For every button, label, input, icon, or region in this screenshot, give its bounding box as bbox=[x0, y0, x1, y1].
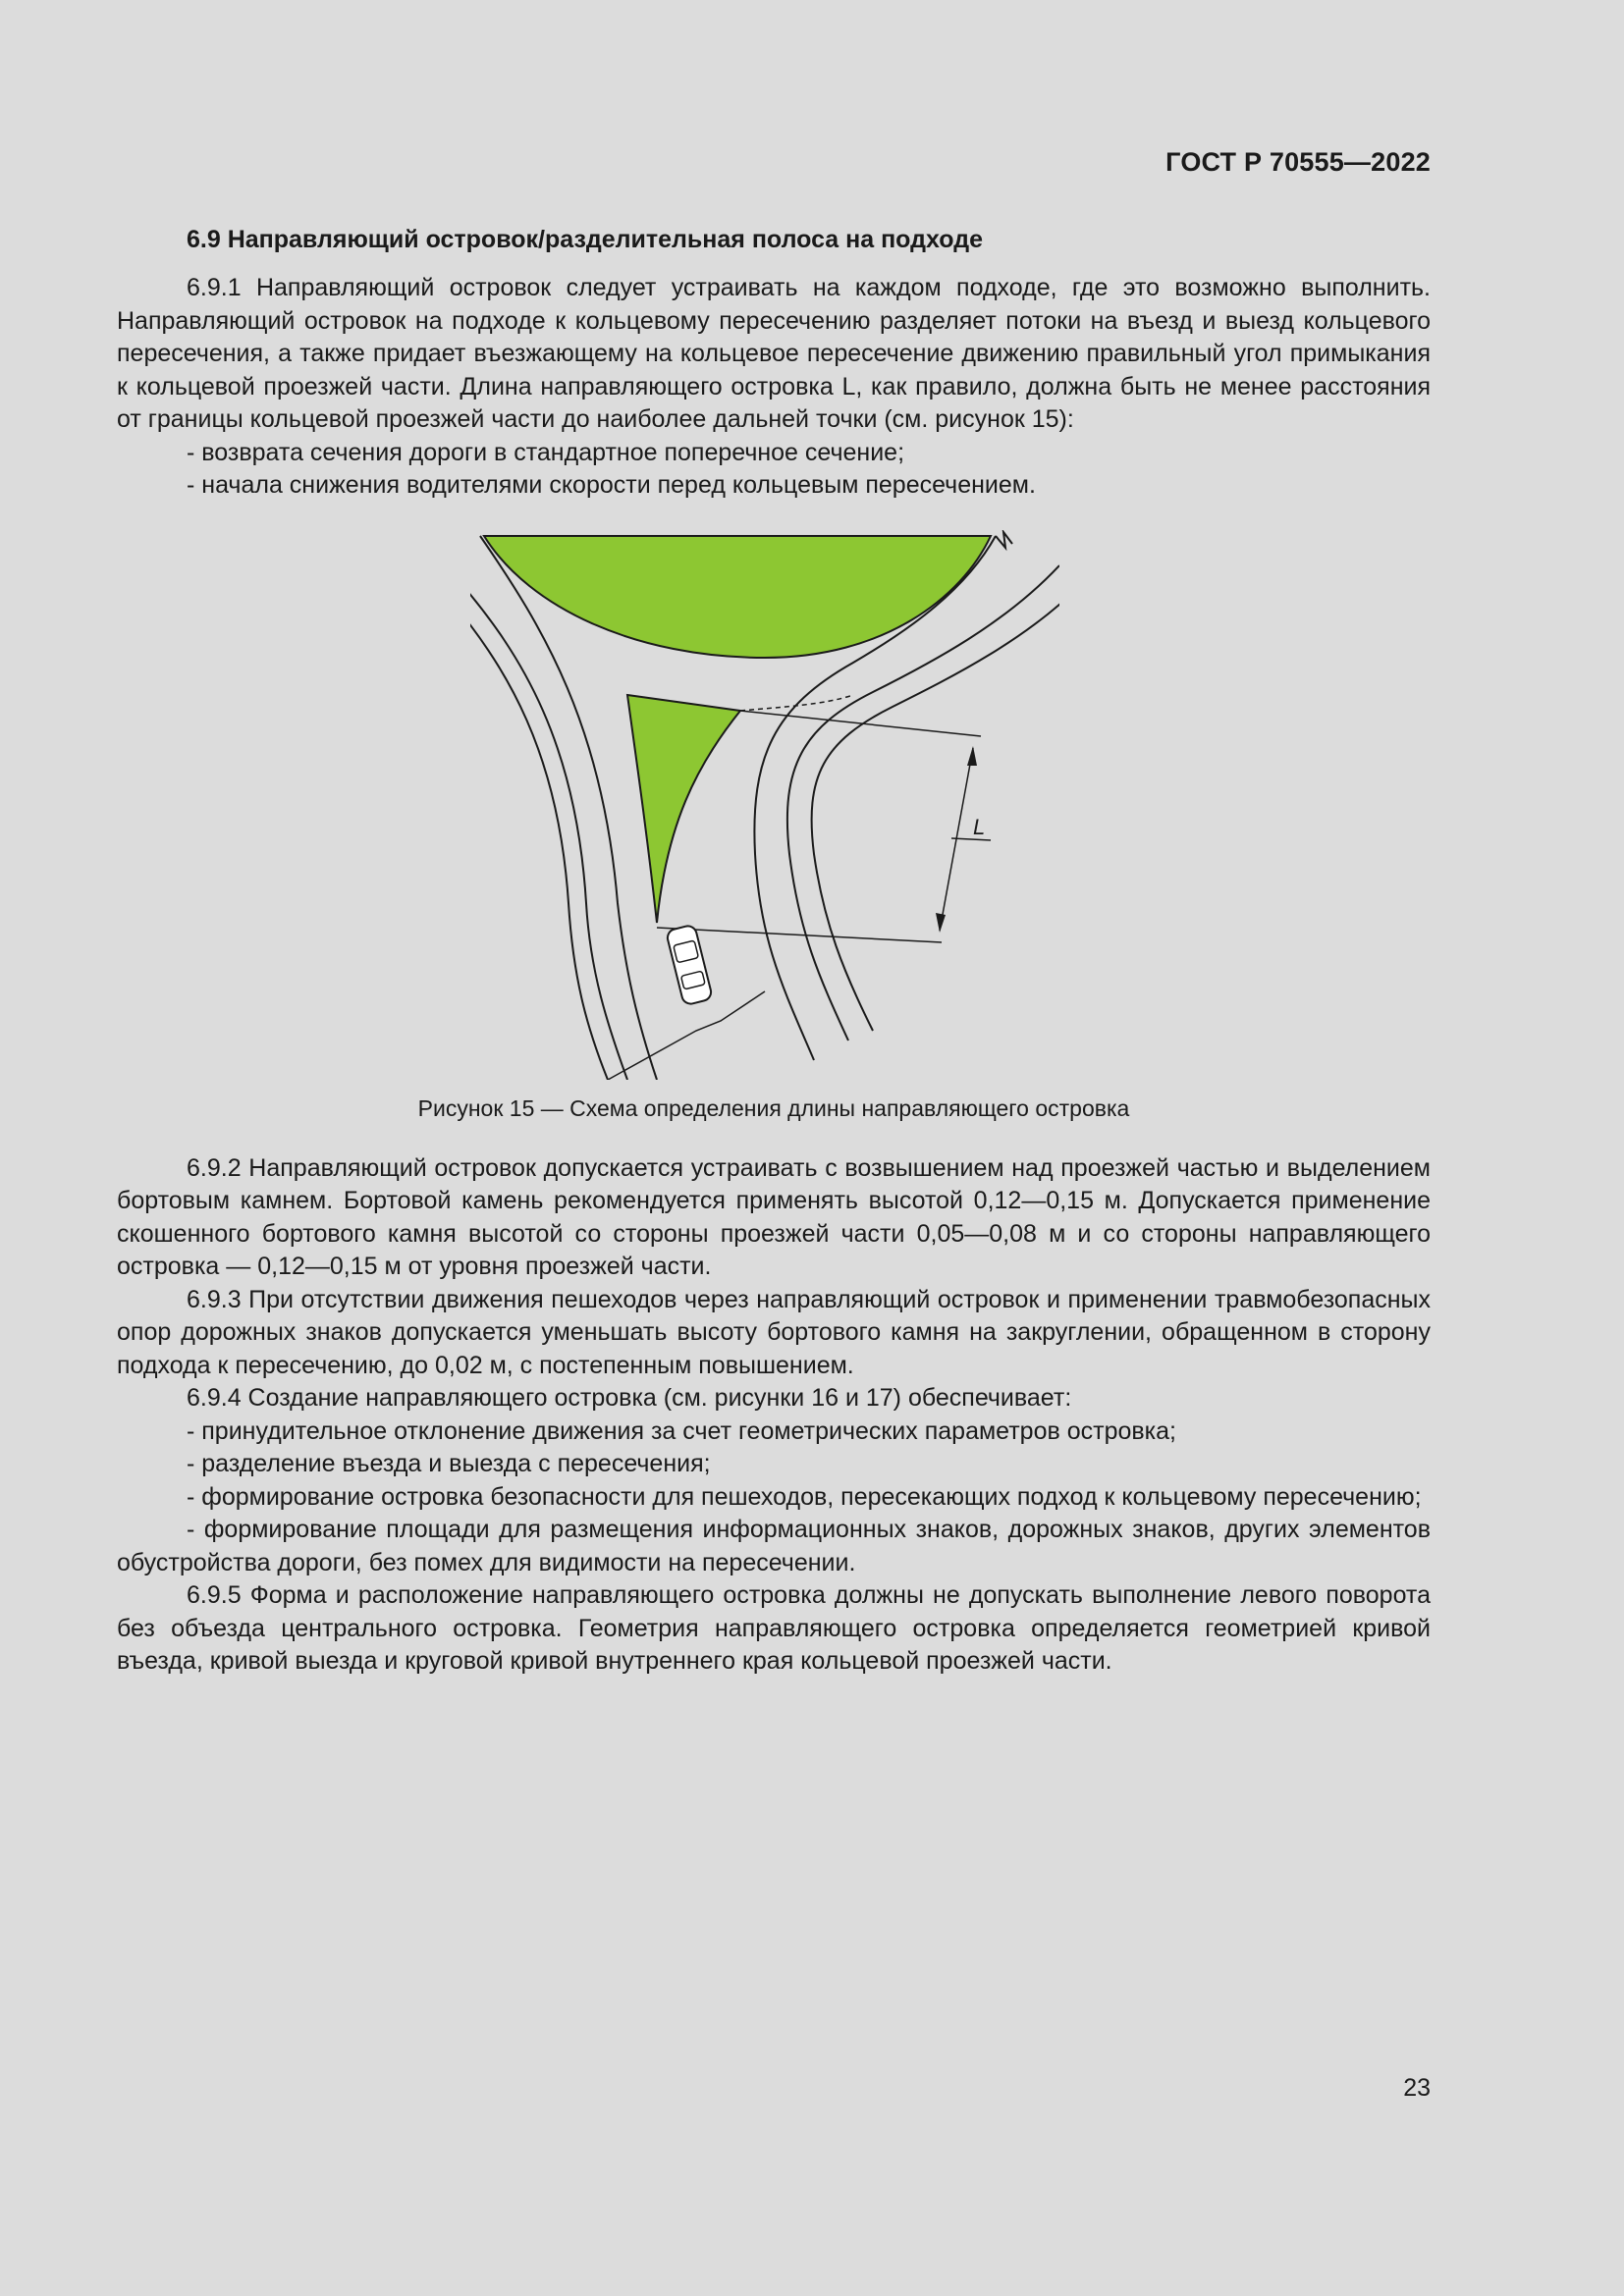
list-item: - возврата сечения дороги в стандартное поперечное сечение; bbox=[187, 438, 905, 466]
paragraph-6-9-3: 6.9.3 При отсутствии движения пешеходов через направляющий островок и применении травмобезопасных опор дорожных знаков допускается уменьшать высоту бортового камня на закруглении, обращенном в сторону подхода к пересечению, до 0,02 м, с постепенным повышением. bbox=[117, 1285, 1431, 1379]
break-mark-right bbox=[996, 532, 1012, 548]
list-item: - начала снижения водителями скорости перед кольцевым пересечением. bbox=[187, 471, 1036, 499]
document-code: ГОСТ Р 70555—2022 bbox=[1165, 147, 1431, 177]
section-heading: 6.9 Направляющий островок/разделительная полоса на подходе bbox=[187, 226, 983, 253]
list-item: - принудительное отклонение движения за счет геометрических параметров островка; bbox=[187, 1416, 1176, 1445]
paragraph-6-9-1: 6.9.1 Направляющий островок следует устраивать на каждом подходе, где это возможно выполнить. Направляющий островок на подходе к кольцевому пересечению разделяет потоки на въезд и выезд кольцевого пересечения, а также придает въезжающему на кольцевое пересечение движению правильный угол примыкания к кольцевой проезжей части. Длина направляющего островка L, как правило, должна быть не менее расстояния от границы кольцевой проезжей части до наиболее дальней точки (см. рисунок 15): bbox=[117, 274, 1431, 433]
page-number: 23 bbox=[1403, 2074, 1431, 2102]
label-L: L bbox=[973, 814, 986, 839]
paragraph-6-9-2: 6.9.2 Направляющий островок допускается устраивать с возвышением над проезжей частью и выделением бортовым камнем. Бортовой камень рекомендуется применять высотой 0,12—0,15 м. Допускается применение скошенного бортового камня высотой со стороны проезжей части 0,05—0,08 м и со стороны направляющего островка — 0,12—0,15 м от уровня проезжей части. bbox=[117, 1153, 1431, 1280]
list-item: - разделение въезда и выезда с пересечения; bbox=[187, 1450, 711, 1477]
content-body bbox=[117, 224, 1431, 1679]
dimension-arrow-head-top bbox=[967, 746, 977, 766]
central-island bbox=[484, 536, 991, 658]
list-item: - формирование островка безопасности для пешеходов, пересекающих подход к кольцевому пересечению; bbox=[187, 1482, 1422, 1511]
roundabout-approach-diagram bbox=[470, 530, 1059, 1080]
break-mark-bottom bbox=[608, 991, 765, 1080]
figure-15 bbox=[117, 530, 1431, 1080]
dimension-end-line bbox=[657, 928, 942, 942]
figure-caption: Рисунок 15 — Схема определения длины направляющего островка bbox=[417, 1095, 1130, 1121]
left-road-inner-edge bbox=[470, 577, 627, 1080]
dimension-arrow-head-bottom bbox=[936, 913, 946, 933]
list-item: - формирование площади для размещения информационных знаков, дорожных знаков, других элементов обустройства дороги, без помех для видимости на пересечении. bbox=[117, 1516, 1431, 1576]
paragraph-6-9-4: 6.9.4 Создание направляющего островка (см. рисунки 16 и 17) обеспечивает: bbox=[187, 1384, 1072, 1412]
car-icon bbox=[666, 924, 713, 1005]
ring-boundary-dashed-line bbox=[740, 695, 853, 711]
splitter-island bbox=[627, 695, 740, 923]
left-road-outer-edge bbox=[470, 589, 608, 1080]
paragraph-6-9-5: 6.9.5 Форма и расположение направляющего островка должны не допускать выполнение левого поворота без объезда центрального островка. Геометрия направляющего островка определяется геометрией кривой въезда, кривой выезда и круговой кривой внутреннего края кольцевой проезжей части. bbox=[117, 1581, 1431, 1675]
right-road-outer-edge bbox=[812, 581, 1059, 1031]
